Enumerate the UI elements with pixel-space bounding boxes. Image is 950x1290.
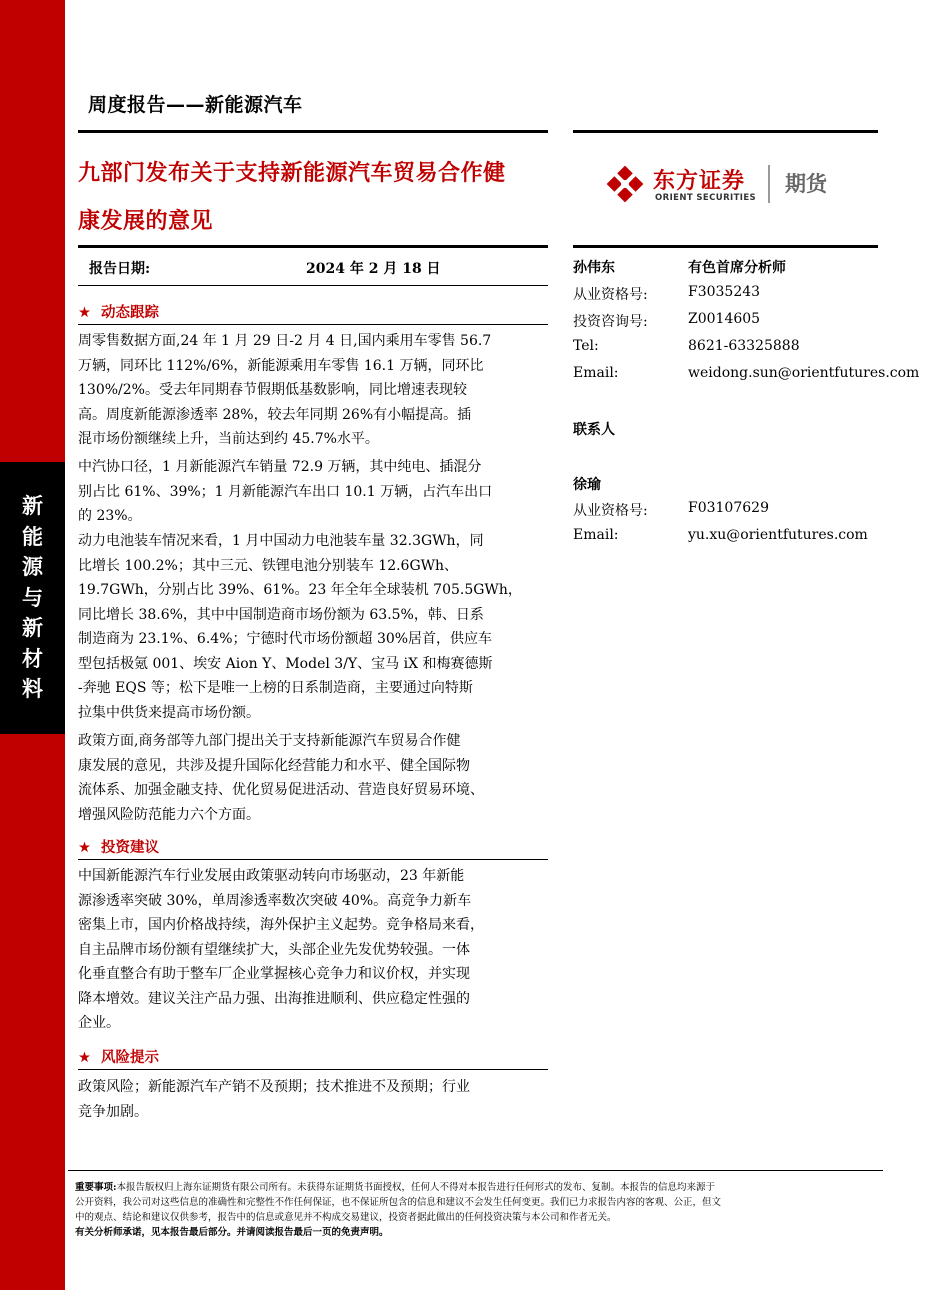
notice-label: 重要事项: xyxy=(75,1182,117,1193)
section-title: 动态跟踪 xyxy=(101,305,159,321)
text-line: 的 23%。 xyxy=(78,508,142,524)
text-line: 自主品牌市场份额有望继续扩大，头部企业先发优势较强。一体 xyxy=(78,941,470,958)
footer-text: 中的观点、结论和建议仅供参考，报告中的信息或意见并不构成交易建议，投资者据此做出的任何投资决策与本公司和作者无关。 xyxy=(75,1212,617,1223)
text-line: 竞争加剧。 xyxy=(78,1103,148,1120)
analyst-title: 有色首席分析师 xyxy=(688,260,786,276)
report-type: 周度报告——新能源汽车 xyxy=(88,94,303,116)
text-line: 企业。 xyxy=(78,1015,120,1031)
star-icon: ★ xyxy=(78,1050,91,1066)
text-line: 比增长 100.2%；其中三元、铁锂电池分别装车 12.6GWh、 xyxy=(78,557,459,574)
title-rule-right xyxy=(573,245,878,248)
side-tab-char: 料 xyxy=(22,677,43,702)
text-line: -奔驰 EQS 等；松下是唯一上榜的日系制造商，主要通过向特斯 xyxy=(78,680,473,696)
text-line: 增强风险防范能力六个方面。 xyxy=(78,806,260,823)
text-line: 同比增长 38.6%，其中中国制造商市场份额为 63.5%，韩、日系 xyxy=(78,606,484,623)
star-icon: ★ xyxy=(78,840,91,856)
text-line: 拉集中供货来提高市场份额。 xyxy=(78,704,260,721)
header-rule-right xyxy=(573,130,878,133)
info-value: F03107629 xyxy=(688,500,769,516)
title-rule-left xyxy=(78,245,548,248)
info-value: Z0014605 xyxy=(688,311,761,327)
logo-divider xyxy=(768,165,770,203)
side-tab-char: 与 xyxy=(22,585,43,610)
text-line: 康发展的意见，共涉及提升国际化经营能力和水平、健全国际物 xyxy=(78,757,470,774)
title-line: 九部门发布关于支持新能源汽车贸易合作健 xyxy=(78,161,506,186)
text-line: 政策风险；新能源汽车产销不及预期；技术推进不及预期；行业 xyxy=(78,1079,470,1095)
side-tab-char: 新 xyxy=(22,494,43,519)
text-line: 中汽协口径，1 月新能源汽车销量 72.9 万辆，其中纯电、插混分 xyxy=(78,459,482,475)
contact-name: 徐瑜 xyxy=(573,477,601,493)
side-tab-char: 能 xyxy=(22,524,43,549)
analyst-info-row xyxy=(573,338,800,354)
section-divider xyxy=(78,1069,548,1070)
info-label: 从业资格号: xyxy=(573,287,648,303)
star-icon: ★ xyxy=(78,305,91,321)
text-line: 周零售数据方面,24 年 1 月 29 日-2 月 4 日,国内乘用车零售 56.7 xyxy=(78,333,492,349)
text-line: 19.7GWh，分别占比 39%、61%。23 年全年全球装机 705.5GWh， xyxy=(78,582,522,598)
report-title xyxy=(78,150,548,246)
logo-name-en: ORIENT SECURITIES xyxy=(655,193,757,203)
info-label: 从业资格号: xyxy=(573,503,648,519)
company-logo xyxy=(603,162,863,206)
section-divider xyxy=(78,859,548,860)
disclaimer-footer xyxy=(75,1180,890,1240)
contact-info-row xyxy=(573,500,769,520)
text-line: 130%/2%。受去年同期春节假期低基数影响，同比增速表现较 xyxy=(78,382,467,398)
analyst-email[interactable]: weidong.sun@orientfutures.com xyxy=(688,365,920,381)
text-line: 化垂直整合有助于整车厂企业掌握核心竞争力和议价权，并实现 xyxy=(78,966,470,982)
text-line: 制造商为 23.1%、6.4%；宁德时代市场份额超 30%居首，供应车 xyxy=(78,631,493,647)
title-line: 康发展的意见 xyxy=(78,209,214,234)
logo-division: 期货 xyxy=(785,172,827,196)
logo-mark-icon xyxy=(603,162,647,206)
text-line: 型包括极氪 001、埃安 Aion Y、Model 3/Y、宝马 iX 和梅赛德斯 xyxy=(78,655,493,672)
footer-line xyxy=(75,1180,890,1195)
text-line: 降本增效。建议关注产品力强、出海推进顺利、供应稳定性强的 xyxy=(78,990,470,1007)
text-line: 流体系、加强金融支持、优化贸易促进活动、营造良好贸易环境、 xyxy=(78,782,484,798)
paragraph xyxy=(78,529,540,725)
side-tab-char: 新 xyxy=(22,616,43,641)
contact-info-row xyxy=(573,527,868,543)
text-line: 动力电池装车情况来看，1 月中国动力电池装车量 32.3GWh，同 xyxy=(78,533,484,549)
paragraph xyxy=(78,455,540,529)
info-label: Email: xyxy=(573,527,619,543)
footer-final-line: 有关分析师承诺，见本报告最后部分。并请阅读报告最后一页的免责声明。 xyxy=(75,1227,389,1238)
side-category-tab xyxy=(0,462,65,734)
header-rule-left xyxy=(78,130,548,133)
text-line: 中国新能源汽车行业发展由政策驱动转向市场驱动，23 年新能 xyxy=(78,868,465,884)
analyst-name: 孙伟东 xyxy=(573,260,615,276)
info-label: 投资咨询号: xyxy=(573,314,648,330)
section-risk-heading xyxy=(78,1046,159,1067)
analyst-name-row xyxy=(573,257,786,277)
text-line: 密集上市，国内价格战持续，海外保护主义起势。竞争格局来看， xyxy=(78,917,484,933)
analyst-info-row xyxy=(573,365,920,381)
section-investment-heading xyxy=(78,836,159,857)
paragraph xyxy=(78,329,540,452)
paragraph xyxy=(78,729,540,827)
contact-heading: 联系人 xyxy=(573,422,615,438)
logo-name-cn: 东方证券 xyxy=(653,169,746,194)
side-tab-char: 源 xyxy=(22,555,43,580)
contact-email[interactable]: yu.xu@orientfutures.com xyxy=(688,527,868,543)
info-label: Email: xyxy=(573,365,619,381)
text-line: 万辆，同环比 112%/6%，新能源乘用车零售 16.1 万辆，同环比 xyxy=(78,357,484,374)
paragraph xyxy=(78,864,540,1036)
info-label: Tel: xyxy=(573,338,599,354)
section-divider xyxy=(78,324,548,325)
side-tab-char: 材 xyxy=(22,646,43,671)
footer-text: 本报告版权归上海东证期货有限公司所有。未获得东证期货书面授权，任何人不得对本报告进行任何形式的发布、复制。本报告的信息均来源于 xyxy=(116,1182,716,1193)
text-line: 高。周度新能源渗透率 28%，较去年同期 26%有小幅提高。插 xyxy=(78,406,472,423)
report-date-label: 报告日期: xyxy=(89,261,151,277)
text-line: 源渗透率突破 30%，单周渗透率数次突破 40%。高竞争力新车 xyxy=(78,892,472,909)
text-line: 混市场份额继续上升，当前达到约 45.7%水平。 xyxy=(78,431,379,447)
footer-divider xyxy=(68,1170,883,1171)
section-title: 风险提示 xyxy=(101,1050,159,1066)
analyst-info-row xyxy=(573,284,761,304)
info-value: 8621-63325888 xyxy=(688,338,800,354)
info-value: F3035243 xyxy=(688,284,761,300)
section-title: 投资建议 xyxy=(101,840,159,856)
section-dynamic-heading xyxy=(78,301,159,322)
text-line: 政策方面,商务部等九部门提出关于支持新能源汽车贸易合作健 xyxy=(78,733,461,749)
footer-text: 公开资料，我公司对这些信息的准确性和完整性不作任何保证，也不保证所包含的信息和建议不会发生任何变更。我们已力求报告内容的客观、公正，但文 xyxy=(75,1197,722,1208)
analyst-info-row xyxy=(573,311,761,331)
report-date-row xyxy=(78,252,548,286)
paragraph xyxy=(78,1075,540,1124)
text-line: 别占比 61%、39%；1 月新能源汽车出口 10.1 万辆，占汽车出口 xyxy=(78,483,493,500)
report-date-value: 2024 年 2 月 18 日 xyxy=(306,261,441,277)
